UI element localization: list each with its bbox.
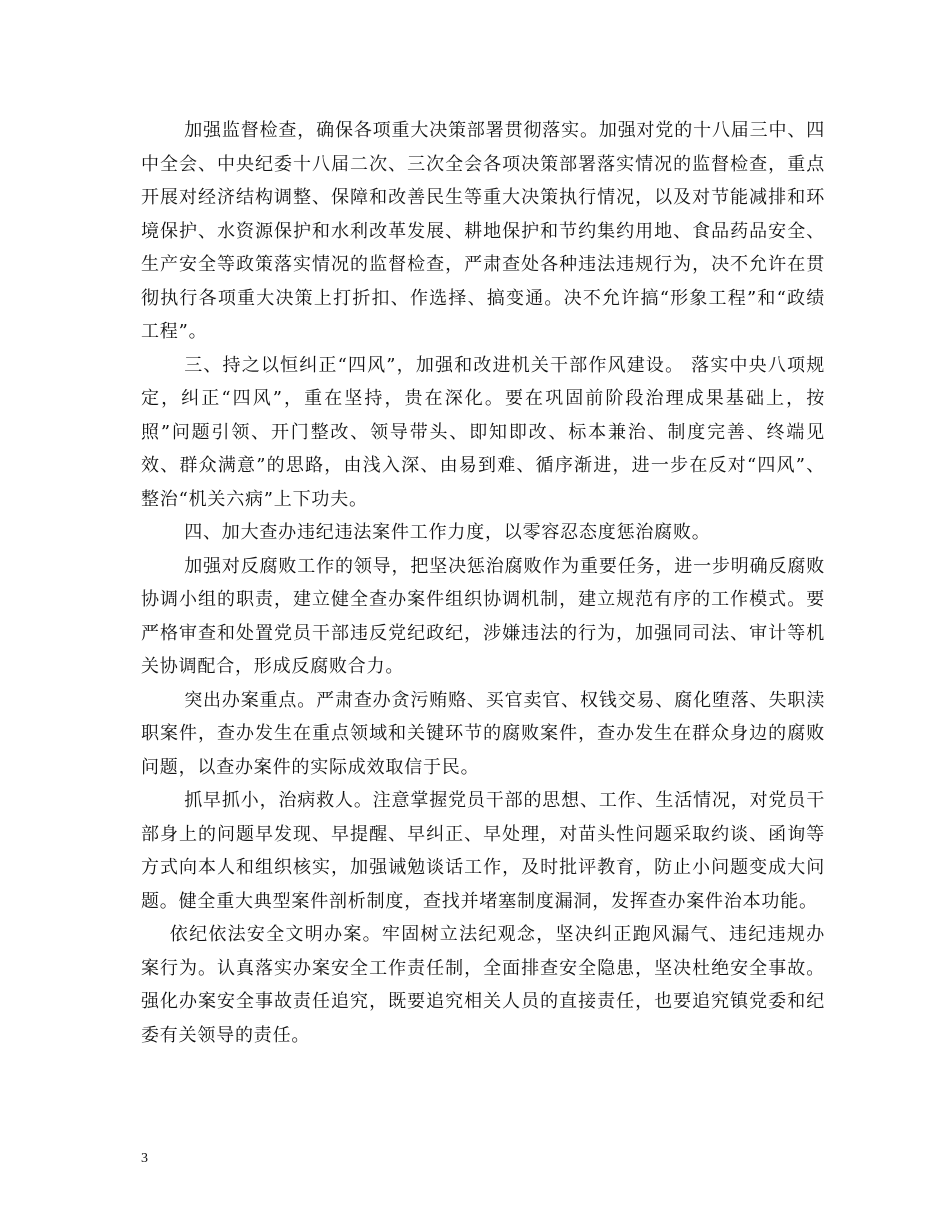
- paragraph-supervision: 加强监督检查，确保各项重大决策部署贯彻落实。加强对党的十八届三中、四中全会、中央纪委十八届二次、三次全会各项决策部署落实情况的监督检查，重点开展对经济结构调整、保障和改善民生等重大决策执行情况，以及对节能减排和环境保护、水资源保护和水利改革发展、耕地保护和节约集约用地、食品药品安全、生产安全等政策落实情况的监督检查，严肃查处各种违法违规行为，决不允许在贯彻执行各项重大决策上打折扣、作选择、搞变通。决不允许搞“形象工程”和“政绩工程”。: [141, 120, 825, 342]
- page-number: 3: [141, 1151, 148, 1166]
- paragraph-early-prevention: 抓早抓小，治病救人。注意掌握党员干部的思想、工作、生活情况，对党员干部身上的问题早发现、早提醒、早纠正、早处理，对苗头性问题采取约谈、函询等方式向本人和组织核实，加强诫勉谈话工作，及时批评教育，防止小问题变成大问题。健全重大典型案件剖析制度，查找并堵塞制度漏洞，发挥查办案件治本功能。: [141, 790, 825, 912]
- paragraph-case-focus: 突出办案重点。严肃查办贪污贿赂、买官卖官、权钱交易、腐化堕落、失职渎职案件，查办发生在重点领域和关键环节的腐败案件，查办发生在群众身边的腐败问题，以查办案件的实际成效取信于民。: [141, 689, 825, 778]
- paragraph-anti-corruption-leadership: 加强对反腐败工作的领导，把坚决惩治腐败作为重要任务，进一步明确反腐败协调小组的职责，建立健全查办案件组织协调机制，建立规范有序的工作模式。要严格审查和处置党员干部违反党纪政纪，涉嫌违法的行为，加强同司法、审计等机关协调配合，形成反腐败合力。: [141, 555, 825, 677]
- document-body: [141, 114, 825, 1052]
- paragraph-section-four-heading: 四、加大查办违纪违法案件工作力度，以零容忍态度惩治腐败。: [184, 522, 711, 543]
- paragraph-section-three: 三、持之以恒纠正“四风”，加强和改进机关干部作风建设。 落实中央八项规定，纠正“四风”，重在坚持，贵在深化。要在巩固前阶段治理成果基础上，按照”问题引领、开门整改、领导带头、即知即改、标本兼治、制度完善、终端见效、群众满意”的思路，由浅入深、由易到难、循序渐进，进一步在反对“四风”、整治“机关六病”上下功夫。: [141, 354, 825, 510]
- paragraph-lawful-case-handling: 依纪依法安全文明办案。牢固树立法纪观念，坚决纠正跑风漏气、违纪违规办案行为。认真落实办案安全工作责任制，全面排查安全隐患，坚决杜绝安全事故。强化办案安全事故责任追究，既要追究相关人员的直接责任，也要追究镇党委和纪委有关领导的责任。: [141, 924, 825, 1046]
